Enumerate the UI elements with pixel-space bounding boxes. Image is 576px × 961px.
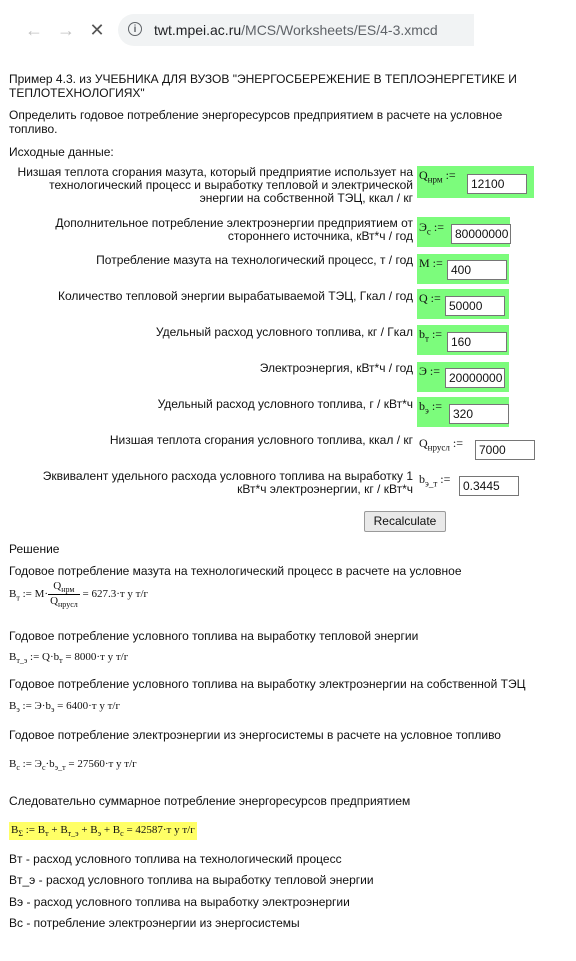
input-field-b-e[interactable]: 320 xyxy=(449,404,509,424)
formula-be: $B_э$ := $Э\cdot b_э = 6400\cdot т$ у т/г xyxy=(9,700,120,715)
var-e-c xyxy=(419,220,444,236)
step-text-3: Годовое потребление условного топлива на выработку электроэнергии на собственной ТЭЦ xyxy=(9,677,526,691)
var-subscript: э xyxy=(425,405,429,416)
var-subscript: т xyxy=(425,333,429,344)
input-field-q[interactable]: 50000 xyxy=(445,296,505,316)
browser-toolbar xyxy=(0,0,576,62)
assign-op: := xyxy=(430,291,441,305)
input-label-q: Количество тепловой энергии вырабатываемой ТЭЦ, Гкал / год xyxy=(57,289,413,303)
var-e xyxy=(419,364,440,379)
var-m xyxy=(419,256,443,271)
formula-total: $B_\Sigma$ := $B_т + B_{т\_э} + B_э + B_с = 42587\cdot т$ у т/г xyxy=(11,824,195,839)
var-symbol: b xyxy=(419,399,425,413)
var-symbol: Q xyxy=(419,168,428,182)
var-b-t xyxy=(419,327,442,343)
assign-op: := xyxy=(431,399,442,413)
formula-result: = 627.3·т у т/г xyxy=(82,588,149,601)
assign-op: := xyxy=(452,436,463,450)
forward-arrow-icon[interactable]: → xyxy=(57,20,75,40)
var-q-nrm xyxy=(419,168,456,184)
formula-bc: $B_с$ := $Э_с\cdot b_{э\_т} = 27560\cdot т$ у т/г xyxy=(9,758,137,773)
input-label-b-e: Удельный расход условного топлива, г / кВт*ч xyxy=(157,397,413,411)
url-domain: twt.mpei.ac.ru xyxy=(154,22,242,38)
var-symbol: b xyxy=(419,327,425,341)
step-text-4: Годовое потребление электроэнергии из энергосистемы в расчете на условное топливо xyxy=(9,728,501,742)
heading: Пример 4.3. из УЧЕБНИКА ДЛЯ ВУЗОВ "ЭНЕРГОСБЕРЕЖЕНИЕ В ТЕПЛОЭНЕРГЕТИКЕ И ТЕПЛОТЕХНОЛОГИЯХ" xyxy=(9,72,517,100)
task-text: Определить годовое потребление энергоресурсов предприятием в расчете на условное топливо. xyxy=(9,108,503,136)
assign-op: := xyxy=(433,220,445,234)
formula-result: = 27560·т у т/г xyxy=(68,758,137,770)
formula-bt: $B_т$ := M· $\frac{Q_{нрм}}{Q_{нрусл}}$ = 627.3·т у т/г xyxy=(9,580,149,610)
fraction: $\frac{Q_{нрм}}{Q_{нрусл}}$ xyxy=(50,580,78,610)
var-symbol: b xyxy=(419,472,425,486)
url-path: /MCS/Worksheets/ES/4-3.xmcd xyxy=(241,22,438,38)
var-subscript: э_т xyxy=(425,478,438,489)
input-label-b-t: Удельный расход условного топлива, кг / Гкал xyxy=(155,325,413,339)
stop-loading-icon[interactable]: ✕ xyxy=(89,20,105,40)
var-subscript: с xyxy=(426,226,431,237)
var-symbol: Э xyxy=(419,220,427,234)
assign-op: := xyxy=(429,364,441,378)
input-field-b-e-t[interactable]: 0.3445 xyxy=(459,476,519,496)
input-field-e[interactable]: 20000000 xyxy=(445,368,505,388)
solution-title: Решение xyxy=(9,542,60,556)
input-label-e: Электроэнергия, кВт*ч / год xyxy=(259,361,413,375)
formula-result: = 8000·т у т/г xyxy=(65,651,129,663)
var-symbol: Э xyxy=(419,364,427,378)
inputs-title: Исходные данные: xyxy=(9,145,114,159)
input-label-b-e-t: Эквивалент удельного расхода условного топлива на выработку 1 кВт*ч электроэнергии, кг / кВт*ч xyxy=(42,469,413,496)
address-bar[interactable] xyxy=(118,14,474,46)
input-label-e-c: Дополнительное потребление электроэнергии предприятием от стороннего источника, кВт*ч / год xyxy=(55,216,413,243)
step-text-5: Следовательно суммарное потребление энергоресурсов предприятием xyxy=(9,794,411,808)
var-subscript: нрм xyxy=(427,174,443,185)
step-text-1: Годовое потребление мазута на технологический процесс в расчете на условное xyxy=(9,564,462,578)
back-arrow-icon[interactable]: ← xyxy=(25,20,43,40)
input-field-q-nrusl[interactable]: 7000 xyxy=(475,440,535,460)
input-field-e-c[interactable]: 80000000 xyxy=(451,224,511,244)
assign-op: := xyxy=(440,472,451,486)
var-b-e xyxy=(419,399,442,415)
legend-item: Bт - расход условного топлива на технологический процесс xyxy=(9,852,342,866)
assign-op: := xyxy=(445,168,456,182)
legend-item: Bэ - расход условного топлива на выработку электроэнергии xyxy=(9,895,350,909)
var-symbol: Q xyxy=(419,436,428,450)
var-symbol: Q xyxy=(419,291,428,305)
assign-op: := xyxy=(431,327,443,341)
input-label-q-nrusl: Низшая теплота сгорания условного топлива, ккал / кг xyxy=(109,433,413,447)
var-b-e-t xyxy=(419,472,450,488)
url-text[interactable] xyxy=(154,22,438,38)
step-text-2: Годовое потребление условного топлива на выработку тепловой энергии xyxy=(9,629,419,643)
var-symbol: M xyxy=(419,256,430,270)
formula-result: = 42587·т у т/г xyxy=(126,824,195,836)
legend-item: Bт_э - расход условного топлива на выработку тепловой энергии xyxy=(9,873,374,887)
var-subscript: нрусл xyxy=(427,442,450,453)
var-q-nrusl xyxy=(419,436,463,452)
input-field-m[interactable]: 400 xyxy=(447,260,507,280)
formula-bt-e: $B_{т\_э}$ := $Q\cdot b_т = 8000\cdot т$ у т/г xyxy=(9,651,129,666)
assign-op: := xyxy=(432,256,443,270)
input-label-m: Потребление мазута на технологический процесс, т / год xyxy=(96,253,413,267)
input-field-q-nrm[interactable]: 12100 xyxy=(467,174,527,194)
info-icon[interactable]: i xyxy=(128,22,142,36)
input-field-b-t[interactable]: 160 xyxy=(447,332,507,352)
recalculate-button[interactable]: Recalculate xyxy=(364,511,446,532)
input-label-q-nrm: Низшая теплота сгорания мазута, который предприятие использует на технологический процесс и выработку тепловой и электрической энергии на собственной ТЭЦ, ккал / кг xyxy=(17,165,413,205)
var-q xyxy=(419,291,441,306)
formula-result: = 6400·т у т/г xyxy=(57,700,120,712)
legend-item: Bс - потребление электроэнергии из энергосистемы xyxy=(9,916,300,930)
